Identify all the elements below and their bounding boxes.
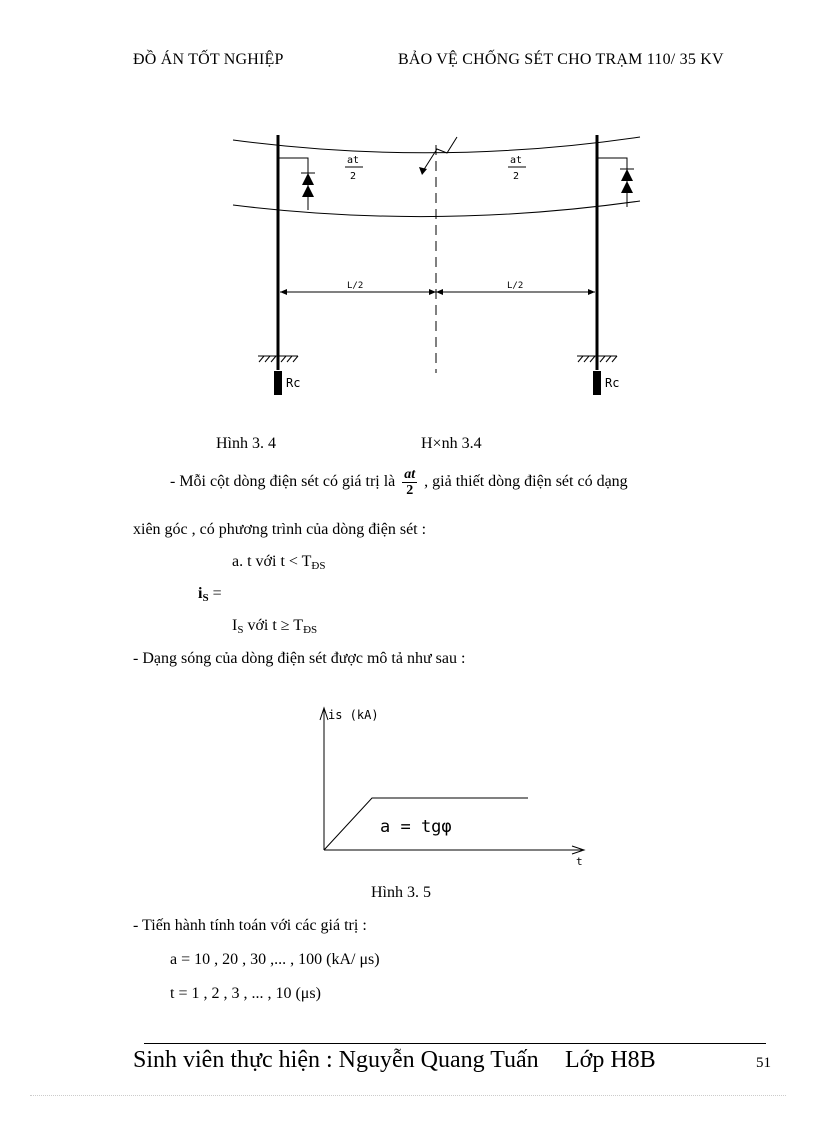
- right-span-label: L/2: [507, 281, 524, 291]
- left-rc-label: Rc: [286, 376, 301, 390]
- para1-prefix: - Mỗi cột dòng điện sét có giá trị là: [170, 473, 396, 491]
- is-sub: S: [202, 592, 209, 604]
- eq1-sub: ĐS: [311, 560, 326, 572]
- frac-den: 2: [406, 483, 414, 498]
- footer-student: Sinh viên thực hiện : Nguyễn Quang Tuấn: [133, 1047, 539, 1073]
- eq3-b: với t ≥ T: [243, 617, 304, 634]
- frac-num: at: [404, 467, 416, 482]
- left-ground-resistor: [274, 371, 282, 395]
- right-arrester-symbol: [597, 158, 634, 207]
- values-t: t = 1 , 2 , 3 , ... , 10 (μs): [170, 985, 321, 1002]
- left-arrester-symbol: [278, 158, 315, 210]
- header-right: BẢO VỆ CHỐNG SÉT CHO TRẠM 110/ 35 KV: [398, 51, 724, 68]
- equation-is: [198, 585, 222, 604]
- lightning-stroke-icon: [423, 137, 457, 171]
- x-axis-label: t: [576, 855, 583, 868]
- eq3-a: I: [232, 617, 238, 634]
- left-span-label: L/2: [347, 281, 364, 291]
- figure-caption-right: H×nh 3.4: [421, 435, 482, 452]
- page-bottom-border: [30, 1095, 786, 1096]
- eq3-sub2: ĐS: [303, 624, 318, 636]
- right-frac-num: at: [510, 155, 523, 166]
- slope-annotation: a = tgφ: [380, 817, 452, 837]
- figure-caption-3-5: Hình 3. 5: [371, 884, 431, 901]
- eq1-text: a. t với t < T: [232, 553, 312, 570]
- footer-rule: [144, 1043, 766, 1044]
- page-number: 51: [756, 1055, 771, 1071]
- footer-class: Lớp H8B: [565, 1047, 656, 1073]
- figure-3-4-diagram: [225, 125, 650, 400]
- paragraph-current-value: [170, 467, 628, 498]
- equation-line-3: [232, 617, 317, 636]
- left-frac-den: 2: [350, 171, 357, 182]
- header-left: ĐỒ ÁN TỐT NGHIỆP: [133, 51, 284, 68]
- y-axis-label: is (kA): [328, 708, 379, 722]
- para1-suffix: , giả thiết dòng điện sét có dạng: [424, 473, 628, 491]
- right-rc-label: Rc: [605, 376, 620, 390]
- figure-3-5-waveform: [310, 700, 595, 870]
- paragraph-waveform-intro: - Dạng sóng của dòng điện sét được mô tả như sau :: [133, 650, 466, 667]
- equation-line-1: [232, 553, 325, 572]
- values-a: a = 10 , 20 , 30 ,... , 100 (kA/ μs): [170, 951, 380, 968]
- left-frac-num: at: [347, 155, 360, 166]
- figure-caption-left: Hình 3. 4: [216, 435, 276, 452]
- at-over-2-fraction: [402, 467, 417, 498]
- eq3-sub1: S: [237, 624, 244, 636]
- right-frac-den: 2: [513, 171, 520, 182]
- paragraph-equation-intro: xiên góc , có phương trình của dòng điện sét :: [133, 521, 427, 538]
- is-eq: =: [208, 585, 222, 602]
- is-main: i: [198, 585, 203, 602]
- right-ground-resistor: [593, 371, 601, 395]
- paragraph-calc-intro: - Tiến hành tính toán với các giá trị :: [133, 917, 367, 934]
